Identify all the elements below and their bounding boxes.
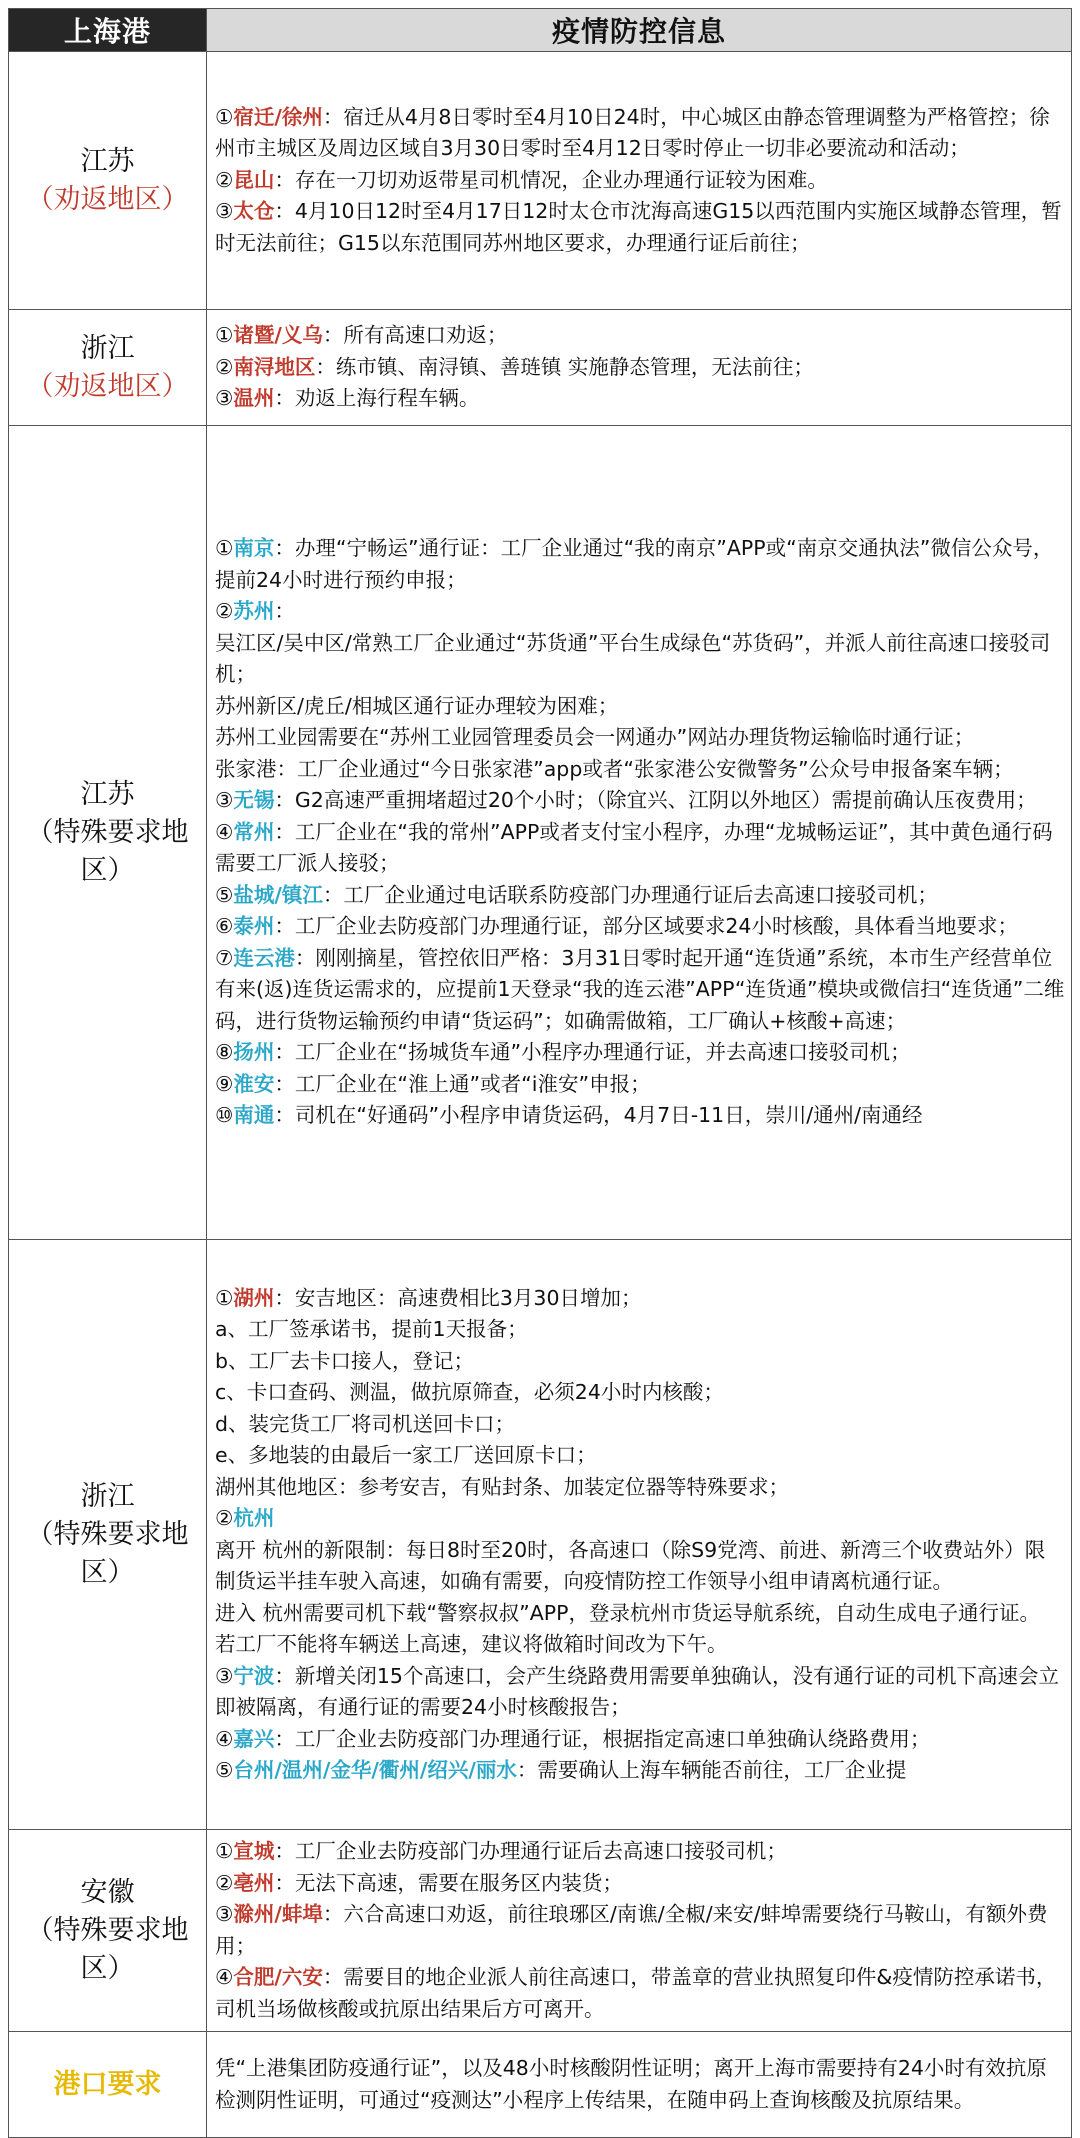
region-name: 港口要求 <box>53 2068 162 2100</box>
city-name: 太仓 <box>233 199 275 224</box>
info-text: 苏州新区/虎丘/相城区通行证办理较为困难； <box>215 693 619 718</box>
city-name: 杭州 <box>233 1506 275 1530</box>
header-info: 疫情防控信息 <box>207 9 1072 52</box>
info-line <box>215 1724 1065 1756</box>
city-name: 宿迁/徐州 <box>233 104 323 129</box>
item-number: ⑤ <box>215 1758 234 1782</box>
table-row <box>9 1830 1072 2032</box>
info-text: ：所有高速口劝返； <box>322 323 508 348</box>
city-name: 南浔地区 <box>233 354 316 379</box>
info-line <box>215 352 1065 384</box>
info-line <box>215 1755 1065 1787</box>
item-number: ② <box>215 354 234 379</box>
region-cell <box>9 52 207 310</box>
info-text: ：G2高速严重拥堵超过20个小时；（除宜兴、江阴以外地区）需提前确认压夜费用； <box>274 788 1037 813</box>
info-line <box>215 785 1065 817</box>
region-name: 浙江 <box>80 332 135 364</box>
city-name: 南通 <box>233 1103 275 1128</box>
info-line <box>215 722 1065 754</box>
info-text: a、工厂签承诺书，提前1天报备； <box>215 1317 528 1341</box>
region-cell <box>9 426 207 1240</box>
item-number: ⑨ <box>215 1071 234 1096</box>
region-note: （特殊要求地区） <box>26 816 189 886</box>
city-name: 盐城/镇江 <box>233 882 323 907</box>
item-number: ① <box>215 536 234 561</box>
info-text: ：工厂企业在“淮上通”或者“i淮安”申报； <box>274 1071 651 1096</box>
item-number: ③ <box>215 1663 234 1688</box>
info-line <box>215 320 1065 352</box>
item-number: ⑥ <box>215 914 234 939</box>
city-name: 泰州 <box>233 914 275 939</box>
info-line <box>215 1346 1065 1378</box>
info-cell <box>207 2032 1072 2138</box>
info-text: ：无法下高速，需要在服务区内装货； <box>274 1870 623 1895</box>
city-name: 常州 <box>233 819 275 844</box>
info-line <box>215 1069 1065 1101</box>
info-line <box>215 754 1065 786</box>
info-line <box>215 1037 1065 1069</box>
info-text: ：办理“宁畅运”通行证：工厂企业通过“我的南京”APP或“南京交通执法”微信公众号，提前24小时进行预约申报； <box>215 536 1054 592</box>
info-text: ：司机在“好通码”小程序申请货运码，4月7日-11日，崇川/通州/南通经 <box>274 1103 923 1128</box>
item-number: ③ <box>215 1902 234 1926</box>
city-name: 昆山 <box>233 167 275 192</box>
item-number: ⑩ <box>215 1103 234 1128</box>
item-number: ⑦ <box>215 945 234 970</box>
item-number: ② <box>215 599 234 624</box>
info-text: ：安吉地区：高速费相比3月30日增加； <box>274 1285 642 1310</box>
info-text: ：需要目的地企业派人前往高速口，带盖章的营业执照复印件&疫情防控承诺书，司机当场做核酸或抗原出结果后方可离开。 <box>215 1965 1057 2021</box>
item-number: ③ <box>215 788 234 813</box>
info-text: ：工厂企业去防疫部门办理通行证，部分区域要求24小时核酸，具体看当地要求； <box>274 914 1018 939</box>
document <box>8 8 1072 2138</box>
city-name: 滁州/蚌埠 <box>233 1902 323 1926</box>
item-number: ① <box>215 323 234 348</box>
info-text: ：新增关闭15个高速口，会产生绕路费用需要单独确认，没有通行证的司机下高速会立即被隔离，有通行证的需要24小时核酸报告； <box>215 1663 1059 1719</box>
info-line <box>215 691 1065 723</box>
info-text: 张家港：工厂企业通过“今日张家港”app或者“张家港公安微警务”公众号申报备案车辆； <box>215 756 1014 781</box>
city-name: 苏州 <box>233 599 275 624</box>
item-number: ① <box>215 104 234 129</box>
info-cell <box>207 52 1072 310</box>
info-text: ：六合高速口劝返，前往琅琊区/南谯/全椒/来安/蚌埠需要绕行马鞍山，有额外费用； <box>215 1902 1048 1958</box>
item-number: ② <box>215 1506 234 1530</box>
info-text: e、多地装的由最后一家工厂送回原卡口； <box>215 1443 597 1467</box>
info-text: 进入 杭州需要司机下载“警察叔叔”APP，登录杭州市货运导航系统，自动生成电子通行证。 <box>215 1600 1041 1625</box>
info-line <box>215 1868 1065 1900</box>
info-text: c、卡口查码、测温，做抗原筛查，必须24小时内核酸； <box>215 1380 724 1404</box>
table-header-row <box>9 9 1072 52</box>
info-line <box>215 1100 1065 1132</box>
info-text: 吴江区/吴中区/常熟工厂企业通过“苏货通”平台生成绿色“苏货码”，并派人前往高速口接驳司机； <box>215 630 1051 687</box>
info-text: ：工厂企业在“扬城货车通”小程序办理通行证，并去高速口接驳司机； <box>274 1040 911 1065</box>
info-line <box>215 943 1065 1038</box>
city-name: 南京 <box>233 536 275 561</box>
city-name: 宣城 <box>233 1839 275 1863</box>
region-name: 江苏 <box>80 145 135 177</box>
info-line <box>215 911 1065 943</box>
item-number: ③ <box>215 199 234 224</box>
epidemic-info-table <box>8 8 1072 2138</box>
table-row <box>9 2032 1072 2138</box>
info-text: ：劝返上海行程车辆。 <box>274 386 480 411</box>
info-cell <box>207 1240 1072 1830</box>
info-text: ：需要确认上海车辆能否前往，工厂企业提 <box>516 1758 907 1782</box>
info-line <box>215 2053 1065 2116</box>
item-number: ⑧ <box>215 1040 234 1065</box>
region-cell <box>9 1240 207 1830</box>
region-note: （特殊要求地区） <box>26 1518 189 1588</box>
info-text: ：工厂企业去防疫部门办理通行证后去高速口接驳司机； <box>274 1839 787 1863</box>
info-line <box>215 533 1065 596</box>
region-cell <box>9 2032 207 2138</box>
info-cell <box>207 1830 1072 2032</box>
city-name: 湖州 <box>233 1285 275 1310</box>
region-name: 安徽 <box>80 1876 135 1908</box>
city-name: 宁波 <box>233 1663 275 1688</box>
city-name: 无锡 <box>233 788 275 813</box>
item-number: ④ <box>215 1965 234 1989</box>
region-name: 浙江 <box>80 1480 135 1512</box>
info-text: ：工厂企业去防疫部门办理通行证，根据指定高速口单独确认绕路费用； <box>274 1726 931 1751</box>
info-text: b、工厂去卡口接人，登记； <box>215 1348 475 1373</box>
table-row <box>9 52 1072 310</box>
info-text: ：4月10日12时至4月17日12时太仓市沈海高速G15以西范围内实施区域静态管理，暂时无法前往；G15以东范围同苏州地区要求，办理通行证后前往； <box>215 199 1062 255</box>
item-number: ⑤ <box>215 882 234 907</box>
info-line <box>215 1899 1065 1962</box>
info-text: ：工厂企业在“我的常州”APP或者支付宝小程序，办理“龙城畅运证”，其中黄色通行码需要工厂派人接驳； <box>215 819 1053 876</box>
region-note: （劝返地区） <box>26 370 189 402</box>
info-text: ：练市镇、南浔镇、善琏镇 实施静态管理，无法前往； <box>315 354 814 379</box>
item-number: ① <box>215 1285 234 1310</box>
city-name: 淮安 <box>233 1071 275 1096</box>
item-number: ② <box>215 167 234 192</box>
info-line <box>215 1503 1065 1535</box>
city-name: 连云港 <box>233 945 295 970</box>
city-name: 台州/温州/金华/衢州/绍兴/丽水 <box>233 1758 517 1782</box>
info-line <box>215 1440 1065 1472</box>
info-line <box>215 880 1065 912</box>
table-row <box>9 1240 1072 1830</box>
info-line <box>215 102 1065 165</box>
info-line <box>215 1472 1065 1504</box>
info-line <box>215 1962 1065 2025</box>
item-number: ① <box>215 1839 234 1863</box>
info-text: 若工厂不能将车辆送上高速，建议将做箱时间改为下午。 <box>215 1632 728 1656</box>
city-name: 亳州 <box>233 1870 275 1895</box>
item-number: ③ <box>215 386 234 411</box>
info-line <box>215 1409 1065 1441</box>
info-line <box>215 1629 1065 1661</box>
info-line <box>215 1535 1065 1598</box>
info-text: ： <box>274 599 295 624</box>
info-text: d、装完货工厂将司机送回卡口； <box>215 1411 516 1436</box>
city-name: 温州 <box>233 386 275 411</box>
item-number: ④ <box>215 1726 234 1751</box>
header-port: 上海港 <box>9 9 207 52</box>
info-line <box>215 1661 1065 1724</box>
info-cell <box>207 310 1072 426</box>
region-cell <box>9 310 207 426</box>
region-note: （特殊要求地区） <box>26 1914 189 1984</box>
region-note: （劝返地区） <box>26 183 189 215</box>
city-name: 诸暨/义乌 <box>233 323 323 348</box>
info-line <box>215 383 1065 415</box>
info-cell <box>207 426 1072 1240</box>
info-line <box>215 1598 1065 1630</box>
region-name: 江苏 <box>80 778 135 810</box>
info-line <box>215 196 1065 259</box>
info-line <box>215 1314 1065 1346</box>
info-line <box>215 1836 1065 1868</box>
region-cell <box>9 1830 207 2032</box>
info-line <box>215 628 1065 691</box>
info-text: 湖州其他地区：参考安吉，有贴封条、加装定位器等特殊要求； <box>215 1474 789 1499</box>
city-name: 合肥/六安 <box>233 1965 323 1989</box>
city-name: 嘉兴 <box>233 1726 275 1751</box>
info-text: 离开 杭州的新限制：每日8时至20时，各高速口（除S9党湾、前进、新湾三个收费站外）限制货运半挂车驶入高速，如确有需要，向疫情防控工作领导小组申请离杭通行证。 <box>215 1537 1046 1593</box>
info-text: ：刚刚摘星，管控依旧严格：3月31日零时起开通“连货通”系统，本市生产经营单位有来(返)连货运需求的，应提前1天登录“我的连云港”APP“连货通”模块或微信扫“连货通”二维码，进行货物运输预约申请“货运码”；如确需做箱，工厂确认+核酸+高速； <box>215 945 1065 1033</box>
city-name: 扬州 <box>233 1040 275 1065</box>
info-line <box>215 596 1065 628</box>
table-row <box>9 310 1072 426</box>
info-text: 凭“上港集团防疫通行证”，以及48小时核酸阴性证明；离开上海市需要持有24小时有效抗原检测阴性证明，可通过“疫测达”小程序上传结果，在随申码上查询核酸及抗原结果。 <box>215 2056 1047 2112</box>
item-number: ② <box>215 1870 234 1895</box>
info-line <box>215 1377 1065 1409</box>
info-text: ：工厂企业通过电话联系防疫部门办理通行证后去高速口接驳司机； <box>322 882 938 907</box>
info-line <box>215 165 1065 197</box>
info-line <box>215 817 1065 880</box>
info-text: ：存在一刀切劝返带星司机情况，企业办理通行证较为困难。 <box>274 167 828 192</box>
info-line <box>215 1283 1065 1315</box>
table-row <box>9 426 1072 1240</box>
item-number: ④ <box>215 819 234 844</box>
info-text: 苏州工业园需要在“苏州工业园管理委员会一网通办”网站办理货物运输临时通行证； <box>215 725 975 750</box>
info-text: ：宿迁从4月8日零时至4月10日24时，中心城区由静态管理调整为严格管控；徐州市主城区及周边区域自3月30日零时至4月12日零时停止一切非必要流动和活动； <box>215 104 1050 161</box>
